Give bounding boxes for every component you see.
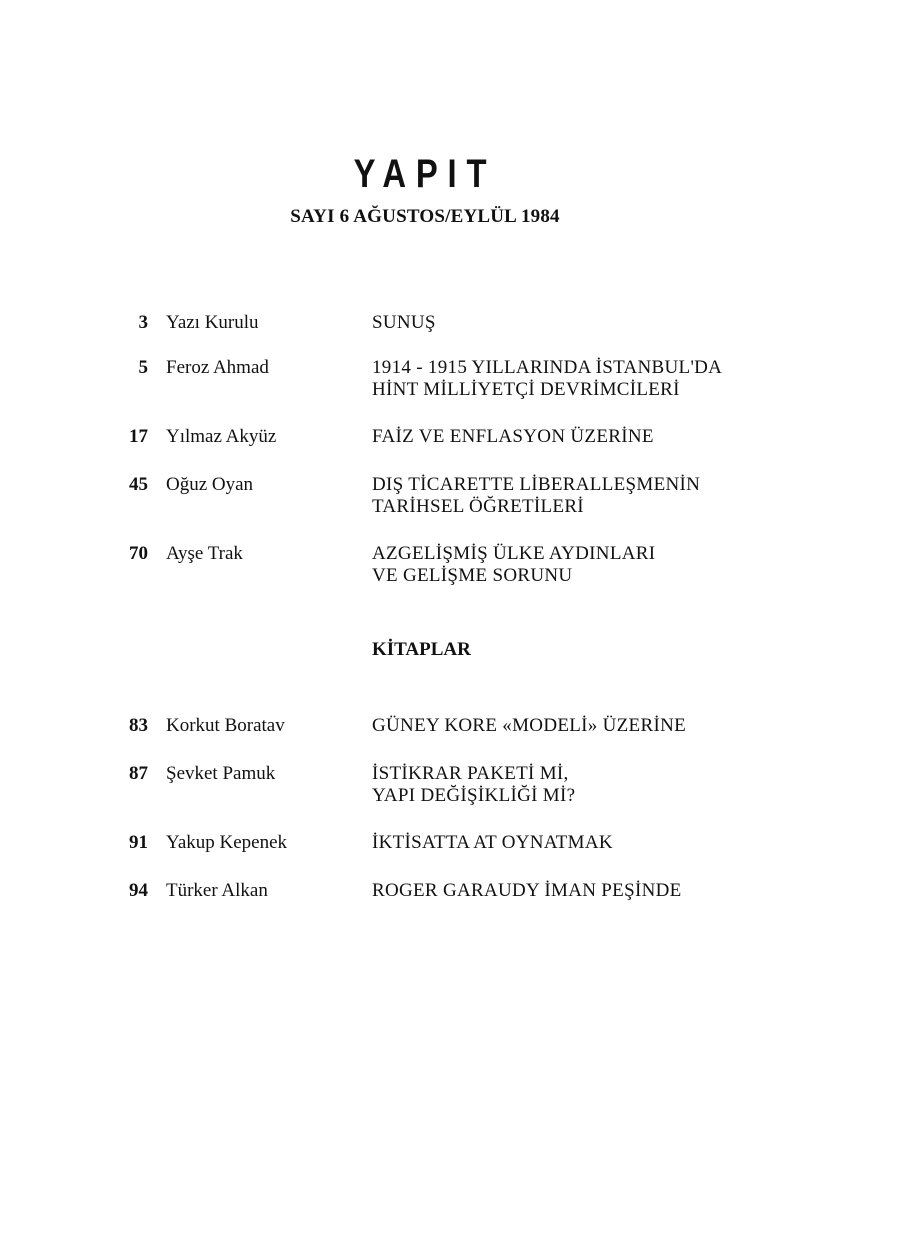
- article-title: [372, 763, 872, 807]
- article-title: [372, 715, 872, 737]
- author-name: Oğuz Oyan: [166, 474, 254, 495]
- page-number: 94: [129, 880, 148, 901]
- article-title-line: YAPI DEĞİŞİKLİĞİ Mİ?: [372, 785, 576, 806]
- article-title-line: GÜNEY KORE «MODELİ» ÜZERİNE: [372, 715, 686, 736]
- article-title-line: İKTİSATTA AT OYNATMAK: [372, 832, 613, 853]
- article-title-line: AZGELİŞMİŞ ÜLKE AYDINLARI: [372, 543, 656, 564]
- section-heading-books: KİTAPLAR: [372, 639, 471, 660]
- article-title: [372, 426, 872, 448]
- page-number: 17: [129, 426, 148, 447]
- article-title-line: HİNT MİLLİYETÇİ DEVRİMCİLERİ: [372, 379, 680, 400]
- article-title-line: VE GELİŞME SORUNU: [372, 565, 573, 586]
- article-title-line: ROGER GARAUDY İMAN PEŞİNDE: [372, 880, 682, 901]
- page-number: 45: [129, 474, 148, 495]
- article-title: [372, 312, 872, 334]
- author-name: Şevket Pamuk: [166, 763, 276, 784]
- article-title: [372, 543, 872, 587]
- article-title-line: DIŞ TİCARETTE LİBERALLEŞMENİN: [372, 474, 701, 495]
- article-title-line: TARİHSEL ÖĞRETİLERİ: [372, 496, 584, 517]
- article-title-line: FAİZ VE ENFLASYON ÜZERİNE: [372, 426, 654, 447]
- article-title: [372, 474, 872, 518]
- page-number: 70: [129, 543, 148, 564]
- journal-title: YAPIT: [353, 152, 497, 196]
- article-title: [372, 832, 872, 854]
- author-name: Yazı Kurulu: [166, 312, 259, 333]
- article-title-line: İSTİKRAR PAKETİ Mİ,: [372, 763, 569, 784]
- author-name: Yakup Kepenek: [166, 832, 288, 853]
- author-name: Feroz Ahmad: [166, 357, 269, 378]
- author-name: Korkut Boratav: [166, 715, 285, 736]
- article-title-line: 1914 - 1915 YILLARINDA İSTANBUL'DA: [372, 357, 723, 378]
- author-name: Ayşe Trak: [166, 543, 243, 564]
- article-title: [372, 880, 872, 902]
- author-name: Türker Alkan: [166, 880, 268, 901]
- page-number: 83: [129, 715, 148, 736]
- author-name: Yılmaz Akyüz: [166, 426, 277, 447]
- page-number: 3: [138, 312, 148, 333]
- issue-line: SAYI 6 AĞUSTOS/EYLÜL 1984: [290, 206, 560, 227]
- article-title-line: SUNUŞ: [372, 312, 436, 333]
- article-title: [372, 357, 872, 401]
- page-number: 87: [129, 763, 148, 784]
- page-number: 5: [138, 357, 148, 378]
- page-number: 91: [129, 832, 148, 853]
